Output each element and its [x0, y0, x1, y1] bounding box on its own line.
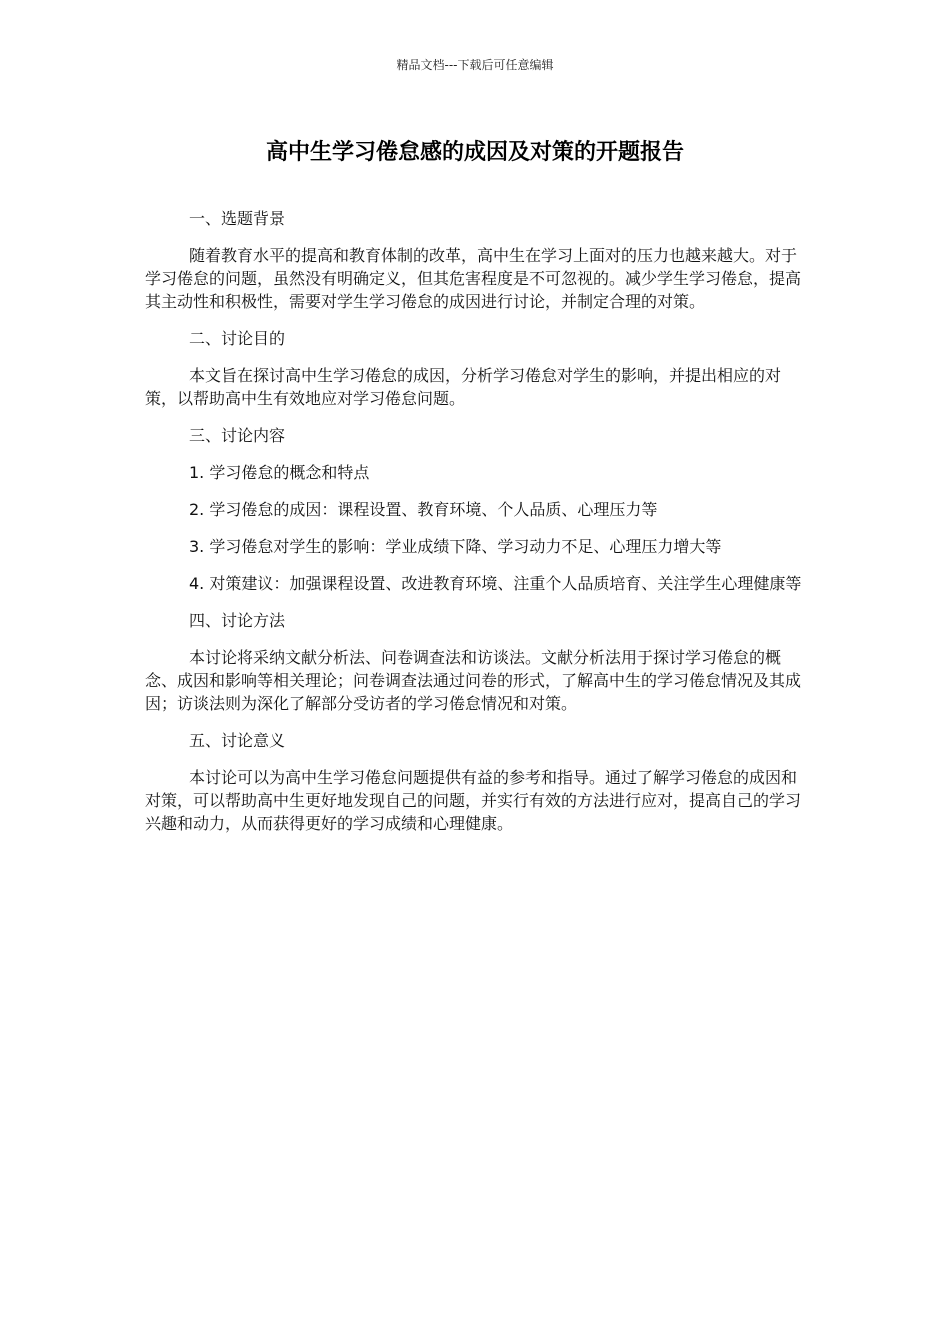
content-list-item: 4. 对策建议：加强课程设置、改进教育环境、注重个人品质培育、关注学生心理健康等 [189, 574, 802, 593]
content-list-item: 3. 学习倦怠对学生的影响：学业成绩下降、学习动力不足、心理压力增大等 [189, 537, 722, 556]
section-heading-purpose: 二、讨论目的 [189, 329, 286, 348]
document-body [145, 207, 810, 849]
page-header: 精品文档---下载后可任意编辑 [396, 58, 554, 72]
section-heading-method: 四、讨论方法 [189, 611, 286, 630]
section-heading-significance: 五、讨论意义 [189, 731, 286, 750]
content-list-item: 2. 学习倦怠的成因：课程设置、教育环境、个人品质、心理压力等 [189, 500, 658, 519]
section-heading-content: 三、讨论内容 [189, 426, 286, 445]
section-paragraph-background: 随着教育水平的提高和教育体制的改革，高中生在学习上面对的压力也越来越大。对于学习倦怠的问题，虽然没有明确定义，但其危害程度是不可忽视的。减少学生学习倦怠，提高其主动性和积极性，需要对学生学习倦怠的成因进行讨论，并制定合理的对策。 [145, 246, 802, 311]
content-list-item: 1. 学习倦怠的概念和特点 [189, 463, 370, 482]
section-heading-background: 一、选题背景 [189, 209, 286, 228]
section-paragraph-purpose: 本文旨在探讨高中生学习倦怠的成因，分析学习倦怠对学生的影响，并提出相应的对策，以帮助高中生有效地应对学习倦怠问题。 [145, 366, 782, 408]
section-paragraph-significance: 本讨论可以为高中生学习倦怠问题提供有益的参考和指导。通过了解学习倦怠的成因和对策，可以帮助高中生更好地发现自己的问题，并实行有效的方法进行应对，提高自己的学习兴趣和动力，从而获得更好的学习成绩和心理健康。 [145, 768, 802, 833]
document-title: 高中生学习倦怠感的成因及对策的开题报告 [265, 140, 684, 165]
section-paragraph-method: 本讨论将采纳文献分析法、问卷调查法和访谈法。文献分析法用于探讨学习倦怠的概念、成因和影响等相关理论；问卷调查法通过问卷的形式，了解高中生的学习倦怠情况及其成因；访谈法则为深化了解部分受访者的学习倦怠情况和对策。 [145, 648, 802, 713]
